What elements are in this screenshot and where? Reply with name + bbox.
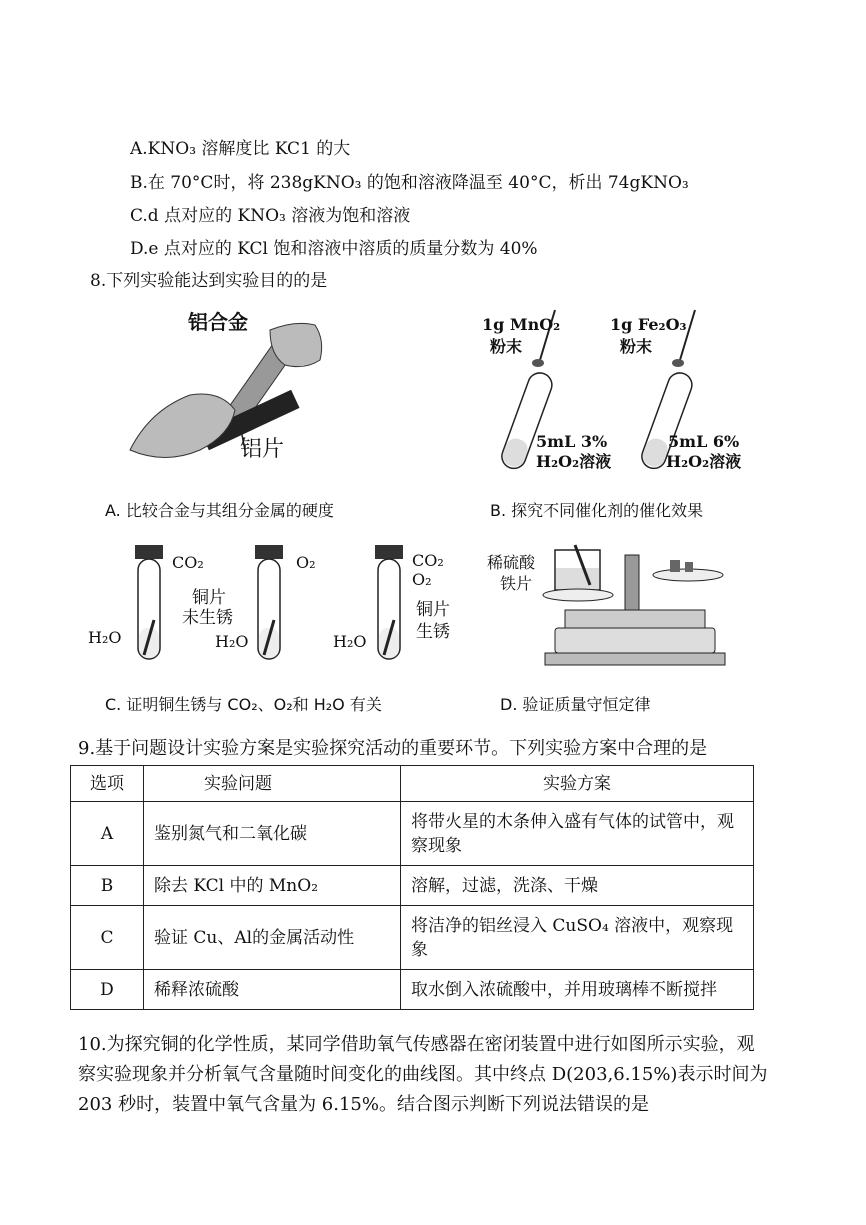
label-left-h2o2: H₂O₂溶液 bbox=[536, 452, 612, 471]
figure-c-rusting bbox=[80, 540, 460, 675]
figure-d-balance bbox=[540, 540, 730, 670]
test-tube-2 bbox=[255, 545, 283, 659]
q7-option-a: A.KNO₃ 溶解度比 KC1 的大 bbox=[130, 139, 351, 159]
balance-base bbox=[555, 628, 715, 653]
label-iron-sheet: 铁片 bbox=[500, 574, 533, 593]
label-alloy: 铝合金 bbox=[188, 310, 248, 334]
row-b-plan: 溶解，过滤，洗涤、干燥 bbox=[401, 866, 754, 906]
row-d-plan: 取水倒入浓硫酸中，并用玻璃棒不断搅拌 bbox=[401, 970, 754, 1010]
test-tube-1 bbox=[135, 545, 163, 659]
header-option: 选项 bbox=[71, 766, 144, 802]
label-mno2-powder: 粉末 bbox=[490, 337, 523, 356]
tube3-gas-o2: O₂ bbox=[412, 570, 432, 589]
label-right-h2o2: H₂O₂溶液 bbox=[666, 452, 742, 471]
row-a-option: A bbox=[71, 802, 144, 866]
q8-stem: 8.下列实验能达到实验目的的是 bbox=[90, 271, 328, 291]
q7-option-b: B.在 70°C时，将 238gKNO₃ 的饱和溶液降温至 40°C，析出 74gKNO₃ bbox=[130, 173, 689, 193]
table-row bbox=[71, 970, 754, 1010]
table-row bbox=[71, 866, 754, 906]
row-c-plan: 将洁净的铝丝浸入 CuSO₄ 溶液中，观察现象 bbox=[401, 906, 754, 970]
q7-option-c: C.d 点对应的 KNO₃ 溶液为饱和溶液 bbox=[130, 206, 411, 226]
row-a-plan: 将带火星的木条伸入盛有气体的试管中，观察现象 bbox=[401, 802, 754, 866]
row-b-question: 除去 KCl 中的 MnO₂ bbox=[144, 866, 401, 906]
tube1-gas: CO₂ bbox=[172, 553, 204, 572]
q10-text: 10.为探究铜的化学性质，某同学借助氧气传感器在密闭装置中进行如图所示实验，观察实验现象并分析氧气含量随时间变化的曲线图。其中终点 D(203,6.15%)表示时间为 203 秒时，装置中氧气含量为 6.15%。结合图示判断下列说法错误的是 bbox=[78, 1034, 768, 1115]
header-plan: 实验方案 bbox=[401, 766, 754, 802]
test-tube-3 bbox=[375, 545, 403, 659]
q9-stem: 9.基于问题设计实验方案是实验探究活动的重要环节。下列实验方案中合理的是 bbox=[78, 738, 708, 759]
tube3-gas-co2: CO₂ bbox=[412, 551, 444, 570]
balance-beam bbox=[565, 610, 705, 628]
tube2-water: H₂O bbox=[215, 632, 249, 651]
label-fe2o3-powder: 粉末 bbox=[620, 337, 653, 356]
row-c-option: C bbox=[71, 906, 144, 970]
left-pan bbox=[543, 589, 613, 601]
caption-d: D. 验证质量守恒定律 bbox=[500, 695, 651, 714]
label-aluminum-sheet: 铝片 bbox=[240, 437, 285, 462]
tube1-water: H₂O bbox=[88, 628, 122, 647]
tube3-water: H₂O bbox=[333, 632, 367, 651]
label-mno2: 1g MnO₂ bbox=[482, 315, 561, 334]
caption-c: C. 证明铜生锈与 CO₂、O₂和 H₂O 有关 bbox=[105, 695, 382, 714]
label-copper-3: 铜片 bbox=[416, 600, 450, 620]
caption-a: A. 比较合金与其组分金属的硬度 bbox=[105, 501, 334, 520]
q9-table bbox=[70, 765, 754, 1010]
row-d-option: D bbox=[71, 970, 144, 1010]
label-fe2o3: 1g Fe₂O₃ bbox=[610, 315, 687, 334]
row-b-option: B bbox=[71, 866, 144, 906]
row-d-question: 稀释浓硫酸 bbox=[144, 970, 401, 1010]
header-question: 实验问题 bbox=[144, 766, 401, 802]
label-rust: 生锈 bbox=[416, 622, 450, 642]
row-c-question: 验证 Cu、Al的金属活动性 bbox=[144, 906, 401, 970]
label-right-solution: 5mL 6% bbox=[668, 432, 740, 451]
label-dilute-acid: 稀硫酸 bbox=[487, 553, 536, 572]
table-row bbox=[71, 802, 754, 866]
q7-option-d: D.e 点对应的 KCl 饱和溶液中溶质的质量分数为 40% bbox=[130, 239, 538, 259]
label-left-solution: 5mL 3% bbox=[536, 432, 608, 451]
table-header-row bbox=[71, 766, 754, 802]
caption-b: B. 探究不同催化剂的催化效果 bbox=[490, 501, 704, 520]
tube2-gas: O₂ bbox=[296, 553, 316, 572]
row-a-question: 鉴别氮气和二氧化碳 bbox=[144, 802, 401, 866]
label-copper: 铜片 bbox=[192, 588, 226, 608]
lower-hand bbox=[130, 394, 235, 458]
table-row bbox=[71, 906, 754, 970]
label-no-rust: 未生锈 bbox=[182, 608, 233, 628]
